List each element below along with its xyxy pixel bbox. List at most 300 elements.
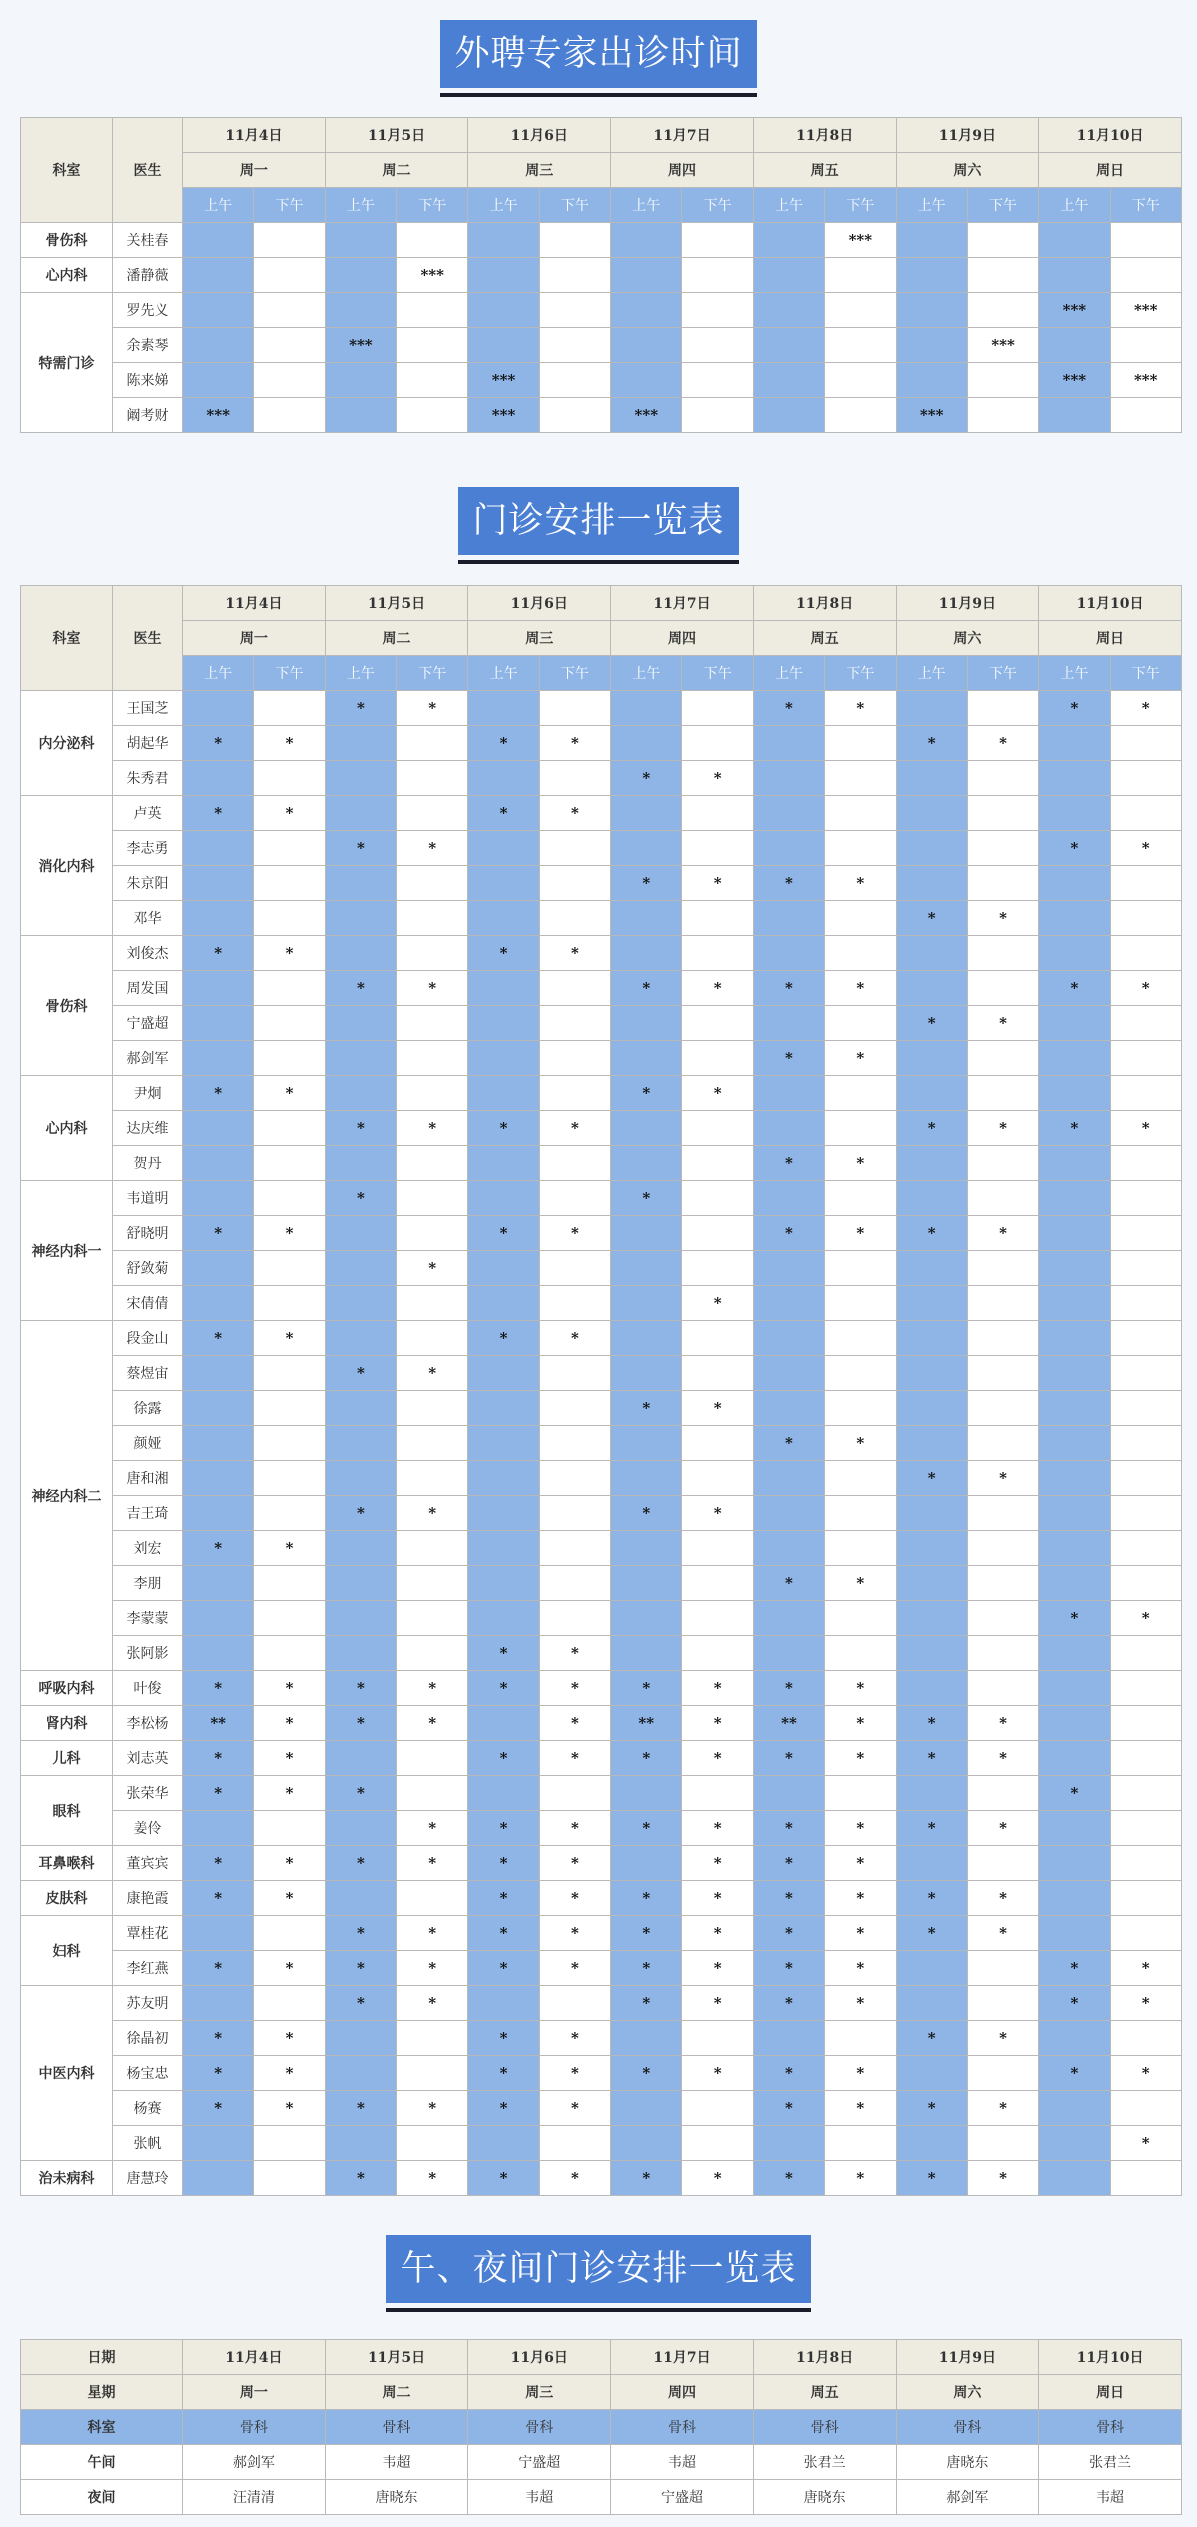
schedule-cell: [825, 796, 896, 831]
schedule-cell: *: [682, 1286, 753, 1321]
schedule-cell: *: [183, 2021, 254, 2056]
schedule-cell: [254, 1636, 325, 1671]
schedule-cell: *: [539, 796, 610, 831]
schedule-cell: [896, 1146, 967, 1181]
schedule-cell: *: [397, 1671, 468, 1706]
schedule-cell: [325, 936, 396, 971]
schedule-cell: *: [539, 2021, 610, 2056]
schedule-cell: *: [611, 1881, 682, 1916]
doctor-cell: 唐和湘: [113, 1461, 183, 1496]
schedule-cell: *: [753, 1986, 824, 2021]
schedule-cell: [896, 2126, 967, 2161]
schedule-cell: [468, 1391, 539, 1426]
schedule-cell: [325, 1286, 396, 1321]
schedule-cell: [539, 363, 610, 398]
schedule-cell: [1039, 1811, 1110, 1846]
schedule-cell: *: [682, 1741, 753, 1776]
schedule-cell: [1110, 1496, 1181, 1531]
schedule-cell: [967, 363, 1038, 398]
schedule-cell: [183, 1916, 254, 1951]
schedule-cell: *: [254, 1846, 325, 1881]
dept-cell: 儿科: [21, 1741, 113, 1776]
schedule-cell: [682, 2126, 753, 2161]
schedule-cell: [1110, 1811, 1181, 1846]
schedule-cell: [397, 761, 468, 796]
schedule-cell: *: [896, 1216, 967, 1251]
schedule-cell: [325, 1461, 396, 1496]
doctor-cell: 杨赛: [113, 2091, 183, 2126]
schedule-cell: [539, 1356, 610, 1391]
schedule-cell: *: [325, 691, 396, 726]
table-row: [21, 901, 1182, 936]
schedule-cell: ***: [397, 258, 468, 293]
schedule-cell: ***: [1039, 293, 1110, 328]
schedule-cell: [325, 1391, 396, 1426]
schedule-cell: [967, 1391, 1038, 1426]
schedule-cell: *: [896, 2091, 967, 2126]
schedule-cell: [1110, 796, 1181, 831]
doctor-cell: 张荣华: [113, 1776, 183, 1811]
schedule-cell: [753, 258, 824, 293]
schedule-cell: *: [825, 1881, 896, 1916]
schedule-cell: ***: [1110, 363, 1181, 398]
pm-header: 下午: [397, 656, 468, 691]
date-header: 11月5日: [325, 118, 468, 153]
schedule-cell: [325, 1006, 396, 1041]
table-row: [21, 1811, 1182, 1846]
evening-cell: 周三: [468, 2375, 611, 2410]
schedule-cell: *: [967, 2021, 1038, 2056]
schedule-cell: [825, 726, 896, 761]
schedule-cell: *: [254, 796, 325, 831]
schedule-cell: [753, 726, 824, 761]
date-header: 11月9日: [896, 118, 1039, 153]
row-label: 午间: [21, 2445, 183, 2480]
date-header: 11月6日: [468, 586, 611, 621]
schedule-cell: [539, 901, 610, 936]
pm-header: 下午: [825, 188, 896, 223]
schedule-cell: [967, 1426, 1038, 1461]
schedule-cell: [254, 971, 325, 1006]
schedule-cell: [468, 1251, 539, 1286]
table-row: [21, 2056, 1182, 2091]
schedule-cell: *: [397, 1986, 468, 2021]
schedule-cell: *: [896, 1881, 967, 1916]
schedule-cell: *: [1039, 1111, 1110, 1146]
schedule-cell: [254, 1566, 325, 1601]
schedule-cell: [254, 2126, 325, 2161]
schedule-cell: [967, 1076, 1038, 1111]
schedule-cell: *: [753, 691, 824, 726]
schedule-cell: [397, 1146, 468, 1181]
schedule-cell: [967, 831, 1038, 866]
schedule-cell: [1110, 328, 1181, 363]
table-row: [21, 866, 1182, 901]
schedule-cell: *: [753, 1216, 824, 1251]
schedule-cell: *: [682, 761, 753, 796]
weekday-header: 周日: [1039, 621, 1182, 656]
schedule-cell: [753, 1531, 824, 1566]
schedule-cell: [825, 1356, 896, 1391]
schedule-cell: [967, 761, 1038, 796]
schedule-cell: *: [682, 1986, 753, 2021]
schedule-cell: [1110, 223, 1181, 258]
schedule-cell: *: [183, 1881, 254, 1916]
dept-cell: 神经内科二: [21, 1321, 113, 1671]
schedule-cell: [1110, 1741, 1181, 1776]
schedule-cell: [682, 258, 753, 293]
schedule-cell: [611, 328, 682, 363]
schedule-cell: [183, 971, 254, 1006]
schedule-cell: [967, 258, 1038, 293]
schedule-cell: [183, 363, 254, 398]
schedule-cell: *: [611, 1986, 682, 2021]
schedule-cell: [1110, 1846, 1181, 1881]
schedule-cell: [468, 761, 539, 796]
schedule-cell: [611, 831, 682, 866]
doctor-cell: 刘俊杰: [113, 936, 183, 971]
schedule-cell: [397, 1741, 468, 1776]
table-row: [21, 1846, 1182, 1881]
schedule-cell: [325, 1811, 396, 1846]
schedule-cell: *: [1039, 691, 1110, 726]
schedule-cell: [682, 1566, 753, 1601]
schedule-cell: [325, 1041, 396, 1076]
schedule-cell: *: [325, 1356, 396, 1391]
schedule-cell: *: [254, 726, 325, 761]
doctor-cell: 李志勇: [113, 831, 183, 866]
doctor-cell: 刘志英: [113, 1741, 183, 1776]
doctor-cell: 舒晓明: [113, 1216, 183, 1251]
table-row: [21, 796, 1182, 831]
schedule-cell: [611, 1216, 682, 1251]
table-row: [21, 726, 1182, 761]
schedule-cell: [539, 328, 610, 363]
schedule-cell: [254, 293, 325, 328]
schedule-cell: [825, 1461, 896, 1496]
schedule-cell: [183, 2126, 254, 2161]
schedule-cell: [896, 1041, 967, 1076]
schedule-cell: *: [539, 1951, 610, 1986]
doctor-cell: 郝剑军: [113, 1041, 183, 1076]
date-header: 11月10日: [1039, 118, 1182, 153]
schedule-cell: *: [183, 2056, 254, 2091]
schedule-cell: [682, 1111, 753, 1146]
dept-cell: 特需门诊: [21, 293, 113, 433]
schedule-cell: ***: [1110, 293, 1181, 328]
schedule-cell: [183, 1426, 254, 1461]
schedule-cell: [1039, 761, 1110, 796]
schedule-cell: *: [753, 1426, 824, 1461]
pm-header: 下午: [254, 188, 325, 223]
schedule-cell: [682, 1251, 753, 1286]
schedule-cell: [397, 1321, 468, 1356]
schedule-cell: *: [825, 866, 896, 901]
schedule-cell: [825, 2126, 896, 2161]
schedule-cell: [254, 1986, 325, 2021]
schedule-cell: [539, 1461, 610, 1496]
schedule-cell: *: [1110, 2126, 1181, 2161]
evening-cell: 骨科: [753, 2410, 896, 2445]
dept-row: [21, 2410, 1182, 2445]
table-row: [21, 328, 1182, 363]
schedule-cell: [539, 1146, 610, 1181]
schedule-cell: [896, 761, 967, 796]
am-header: 上午: [468, 656, 539, 691]
schedule-cell: *: [967, 1216, 1038, 1251]
schedule-cell: [325, 1076, 396, 1111]
pm-header: 下午: [682, 656, 753, 691]
doctor-cell: 胡起华: [113, 726, 183, 761]
am-header: 上午: [1039, 656, 1110, 691]
schedule-cell: [753, 1181, 824, 1216]
table-row: [21, 1076, 1182, 1111]
schedule-cell: *: [468, 1811, 539, 1846]
schedule-cell: [539, 223, 610, 258]
schedule-cell: [967, 1636, 1038, 1671]
schedule-cell: [254, 1251, 325, 1286]
date-header: 11月8日: [753, 586, 896, 621]
schedule-cell: [611, 1461, 682, 1496]
schedule-cell: [753, 1076, 824, 1111]
schedule-cell: [1039, 936, 1110, 971]
dept-cell: 皮肤科: [21, 1881, 113, 1916]
schedule-cell: [896, 1181, 967, 1216]
schedule-cell: [1039, 2091, 1110, 2126]
schedule-cell: *: [183, 1531, 254, 1566]
schedule-cell: *: [254, 1741, 325, 1776]
schedule-cell: *: [183, 2091, 254, 2126]
doctor-cell: 贺丹: [113, 1146, 183, 1181]
schedule-cell: *: [825, 1986, 896, 2021]
schedule-cell: [825, 1601, 896, 1636]
schedule-cell: *: [611, 1741, 682, 1776]
schedule-cell: [325, 901, 396, 936]
schedule-cell: [611, 2126, 682, 2161]
date-header: 11月7日: [611, 586, 754, 621]
schedule-cell: *: [254, 1951, 325, 1986]
schedule-cell: [1110, 1566, 1181, 1601]
schedule-cell: [539, 1986, 610, 2021]
doctor-cell: 徐露: [113, 1391, 183, 1426]
weekday-header: 周四: [611, 153, 754, 188]
schedule-cell: [611, 1531, 682, 1566]
schedule-cell: *: [611, 971, 682, 1006]
schedule-cell: [325, 796, 396, 831]
evening-cell: 宁盛超: [611, 2480, 754, 2515]
schedule-cell: [896, 1426, 967, 1461]
schedule-cell: [1110, 2161, 1181, 2196]
schedule-cell: *: [825, 1706, 896, 1741]
schedule-cell: *: [468, 2056, 539, 2091]
doctor-cell: 潘静薇: [113, 258, 183, 293]
schedule-cell: [183, 1356, 254, 1391]
schedule-cell: *: [967, 1706, 1038, 1741]
schedule-cell: [682, 328, 753, 363]
pm-header: 下午: [682, 188, 753, 223]
schedule-cell: *: [825, 691, 896, 726]
doctor-cell: 吉王琦: [113, 1496, 183, 1531]
evening-cell: 周二: [325, 2375, 468, 2410]
schedule-cell: [539, 1076, 610, 1111]
schedule-cell: [611, 1286, 682, 1321]
schedule-cell: [682, 691, 753, 726]
schedule-cell: [183, 1461, 254, 1496]
schedule-cell: *: [753, 1041, 824, 1076]
schedule-cell: [967, 1181, 1038, 1216]
schedule-cell: *: [254, 936, 325, 971]
schedule-cell: [254, 901, 325, 936]
table-row: [21, 258, 1182, 293]
schedule-cell: [1039, 1706, 1110, 1741]
schedule-cell: *: [825, 1216, 896, 1251]
schedule-cell: [753, 1006, 824, 1041]
schedule-cell: [183, 2161, 254, 2196]
doctor-cell: 姜伶: [113, 1811, 183, 1846]
schedule-cell: *: [325, 2091, 396, 2126]
pm-header: 下午: [967, 656, 1038, 691]
schedule-cell: *: [397, 2091, 468, 2126]
dept-cell: 神经内科一: [21, 1181, 113, 1321]
schedule-cell: *: [753, 2161, 824, 2196]
schedule-cell: [254, 761, 325, 796]
table-row: [21, 831, 1182, 866]
schedule-cell: [539, 761, 610, 796]
schedule-cell: [1039, 1671, 1110, 1706]
schedule-cell: [1039, 1286, 1110, 1321]
schedule-cell: [611, 1146, 682, 1181]
schedule-cell: ***: [468, 398, 539, 433]
evening-cell: 韦超: [611, 2445, 754, 2480]
am-header: 上午: [753, 656, 824, 691]
schedule-cell: [1039, 1216, 1110, 1251]
doctor-cell: 董宾宾: [113, 1846, 183, 1881]
schedule-cell: [183, 1986, 254, 2021]
am-header: 上午: [468, 188, 539, 223]
schedule-cell: [967, 1951, 1038, 1986]
schedule-cell: [825, 1286, 896, 1321]
schedule-cell: [1110, 1916, 1181, 1951]
schedule-cell: [397, 936, 468, 971]
schedule-cell: [682, 901, 753, 936]
schedule-cell: *: [325, 1181, 396, 1216]
schedule-cell: [682, 293, 753, 328]
date-row: [21, 2340, 1182, 2375]
schedule-cell: [1110, 1671, 1181, 1706]
evening-cell: 郝剑军: [183, 2445, 326, 2480]
schedule-cell: *: [967, 2161, 1038, 2196]
weekday-header: 周三: [468, 153, 611, 188]
schedule-cell: [183, 1181, 254, 1216]
schedule-cell: [896, 691, 967, 726]
schedule-cell: [682, 1636, 753, 1671]
schedule-cell: [254, 328, 325, 363]
schedule-cell: [1110, 1181, 1181, 1216]
schedule-cell: [682, 363, 753, 398]
doctor-cell: 康艳霞: [113, 1881, 183, 1916]
evening-cell: 韦超: [1039, 2480, 1182, 2515]
schedule-cell: *: [325, 1111, 396, 1146]
am-header: 上午: [1039, 188, 1110, 223]
schedule-cell: [896, 1251, 967, 1286]
schedule-cell: [682, 1216, 753, 1251]
schedule-cell: [967, 1776, 1038, 1811]
schedule-cell: [682, 726, 753, 761]
weekday-header: 周四: [611, 621, 754, 656]
doctor-cell: 李红燕: [113, 1951, 183, 1986]
schedule-cell: [254, 1496, 325, 1531]
schedule-cell: [896, 1636, 967, 1671]
schedule-cell: [254, 1006, 325, 1041]
schedule-cell: [682, 1146, 753, 1181]
schedule-cell: [397, 726, 468, 761]
schedule-cell: **: [611, 1706, 682, 1741]
schedule-cell: [825, 1006, 896, 1041]
schedule-cell: [1110, 258, 1181, 293]
evening-cell: 骨科: [1039, 2410, 1182, 2445]
schedule-cell: *: [896, 1461, 967, 1496]
schedule-cell: [1110, 1356, 1181, 1391]
schedule-cell: [468, 2126, 539, 2161]
schedule-cell: [611, 1636, 682, 1671]
row-label: 星期: [21, 2375, 183, 2410]
schedule-cell: [1110, 1286, 1181, 1321]
table-row: [21, 1356, 1182, 1391]
evening-cell: 韦超: [325, 2445, 468, 2480]
schedule-cell: *: [539, 1216, 610, 1251]
schedule-cell: [682, 1426, 753, 1461]
schedule-cell: *: [539, 1741, 610, 1776]
schedule-cell: *: [183, 726, 254, 761]
schedule-cell: *: [254, 2056, 325, 2091]
evening-cell: 11月9日: [896, 2340, 1039, 2375]
schedule-cell: *: [611, 1076, 682, 1111]
table-row: [21, 2161, 1182, 2196]
doctor-cell: 李蒙蒙: [113, 1601, 183, 1636]
schedule-cell: [896, 1496, 967, 1531]
dept-cell: 心内科: [21, 1076, 113, 1181]
schedule-cell: [539, 1181, 610, 1216]
schedule-cell: *: [825, 2056, 896, 2091]
schedule-cell: [539, 1496, 610, 1531]
schedule-cell: *: [896, 1741, 967, 1776]
schedule-cell: *: [397, 1111, 468, 1146]
schedule-cell: [325, 1741, 396, 1776]
schedule-cell: *: [611, 1951, 682, 1986]
pm-header: 下午: [539, 188, 610, 223]
schedule-cell: [539, 293, 610, 328]
schedule-cell: [325, 1566, 396, 1601]
schedule-cell: [1110, 726, 1181, 761]
schedule-cell: *: [254, 1671, 325, 1706]
schedule-cell: [1039, 1041, 1110, 1076]
schedule-cell: [967, 691, 1038, 726]
schedule-cell: [1110, 398, 1181, 433]
schedule-cell: [325, 1321, 396, 1356]
schedule-cell: [468, 1531, 539, 1566]
row-label: 夜间: [21, 2480, 183, 2515]
schedule-cell: [611, 1251, 682, 1286]
schedule-cell: *: [825, 1811, 896, 1846]
doctor-cell: 苏友明: [113, 1986, 183, 2021]
weekday-header: 周一: [183, 621, 326, 656]
schedule-cell: [825, 2021, 896, 2056]
schedule-cell: [825, 1181, 896, 1216]
schedule-cell: *: [325, 1706, 396, 1741]
schedule-cell: [254, 1041, 325, 1076]
schedule-cell: *: [682, 971, 753, 1006]
table-row: [21, 1986, 1182, 2021]
